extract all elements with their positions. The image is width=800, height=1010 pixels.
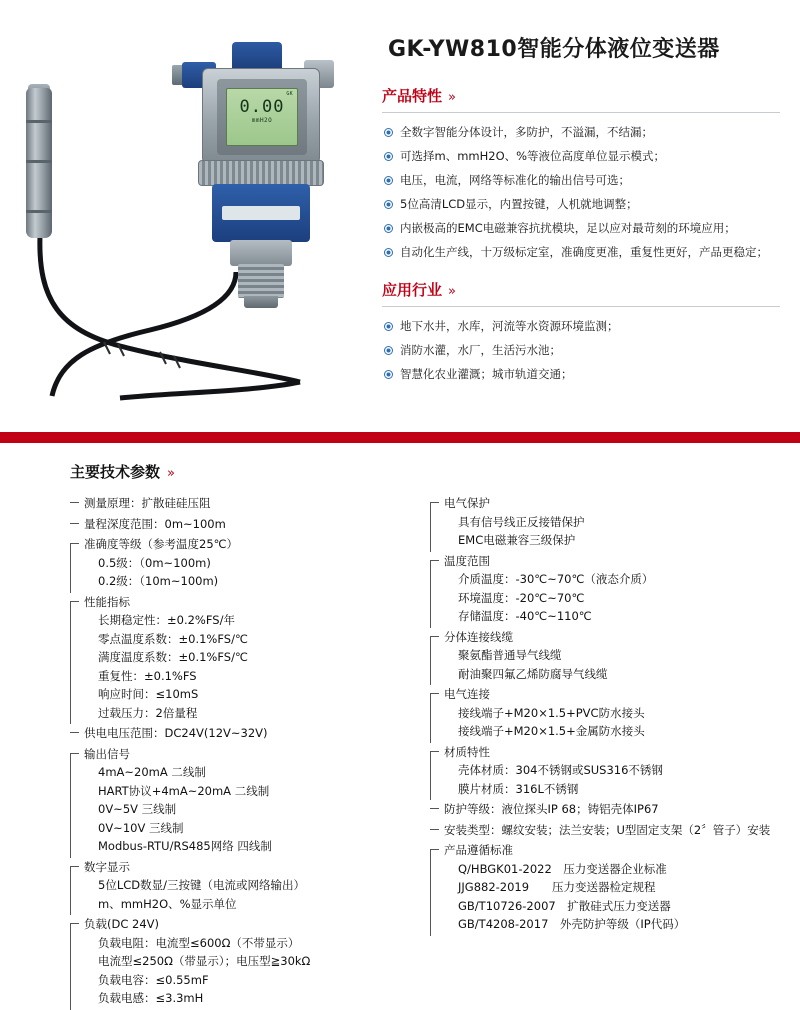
transmitter-assembly (178, 36, 348, 296)
spec-group (70, 494, 396, 513)
spec-title: 量程深度范围：0m~100m (84, 516, 226, 531)
feature-text: 电压，电流，网络等标准化的输出信号可选； (400, 173, 630, 187)
spec-item: 响应时间：≤10mS (98, 687, 199, 701)
spec-item: 负载电阻：电流型≤600Ω（不带显示） (98, 935, 300, 950)
spec-item: 零点温度系数：±0.1%FS/℃ (98, 631, 248, 646)
bullet-icon (384, 152, 393, 161)
industry-text: 消防水灌，水厂，生活污水池； (400, 343, 561, 357)
spec-item: 电流型≤250Ω（带显示）；电压型≧30kΩ (98, 954, 311, 968)
spec-title: 分体连接线缆 (444, 629, 513, 644)
spec-group (430, 552, 770, 626)
spec-title: 性能指标 (84, 594, 130, 609)
spec-title: 防护等级：液位探头IP 68；铸铝壳体IP67 (444, 802, 659, 816)
list-item (384, 245, 784, 259)
spec-item: 0V~10V 三线制 (98, 820, 184, 835)
spec-title: 安装类型：螺纹安装；法兰安装；U型固定支架（2〞管子）安装 (444, 822, 771, 837)
spec-item: 膜片材质：316L不锈钢 (458, 781, 579, 796)
threaded-connection (238, 264, 284, 298)
spec-heading-text: 主要技术参数 (70, 463, 161, 481)
spec-item: 0.2级：（10m~100m) (98, 574, 219, 588)
industries-heading-text: 应用行业 (382, 281, 443, 299)
transmitter-head (202, 68, 320, 164)
spec-item: 5位LCD数显/三按键（电流或网络输出） (98, 878, 305, 892)
list-item (384, 149, 784, 163)
spec-title: 负载(DC 24V) (84, 917, 160, 931)
spec-item: 聚氨酯普通导气线缆 (458, 648, 562, 662)
spec-group (430, 494, 770, 550)
bullet-icon (384, 224, 393, 233)
spec-group (70, 535, 396, 591)
industries-heading (382, 279, 780, 307)
level-probe (26, 88, 52, 238)
spec-group (70, 915, 396, 1008)
section-divider (0, 432, 800, 443)
list-item (384, 319, 784, 333)
spec-left-column (70, 494, 396, 1010)
spec-item: m、mmH2O、%显示单位 (98, 896, 237, 911)
feature-text: 可选择m、mmH2O、%等液位高度单位显示模式； (400, 149, 666, 163)
nameplate (222, 206, 300, 220)
head-window-frame (217, 79, 307, 155)
spec-title: 电气连接 (444, 687, 490, 701)
spec-right-column (430, 494, 770, 1010)
spec-group (430, 800, 770, 819)
spec-title: 温度范围 (444, 553, 490, 568)
list-item (384, 221, 784, 235)
transmitter-body (212, 184, 310, 242)
spec-item: 介质温度：-30℃~70℃（液态介质） (458, 572, 654, 586)
list-item (384, 197, 784, 211)
spec-item: EMC电磁兼容三级保护 (458, 533, 576, 547)
spec-item: Modbus-RTU/RS485网络 四线制 (98, 839, 272, 853)
spec-item: 满度温度系数：±0.1%FS/℃ (98, 650, 248, 664)
spec-title: 供电电压范围：DC24V(12V~32V) (84, 726, 268, 740)
spec-item: 具有信号线正反接错保护 (458, 514, 585, 529)
spec-title: 数字显示 (84, 859, 130, 874)
probe-band-1 (26, 120, 52, 123)
spec-item: Q/HBGK01-2022 压力变送器企业标准 (458, 861, 667, 876)
bullet-icon (384, 128, 393, 137)
feature-text: 内嵌极高的EMC电磁兼容抗扰模块，足以应对最苛刻的环境应用； (400, 221, 736, 235)
industry-text: 智慧化农业灌溉；城市轨道交通； (400, 367, 573, 381)
feature-text: 自动化生产线，十万级标定室，准确度更准，重复性更好，产品更稳定； (400, 245, 768, 259)
lcd-value: 0.00 (239, 97, 285, 117)
features-list (384, 125, 784, 259)
spec-item: HART协议+4mA~20mA 二线制 (98, 783, 270, 798)
spec-group (430, 841, 770, 934)
lcd-display (226, 88, 298, 146)
industries-list (384, 319, 784, 381)
spec-group (430, 685, 770, 741)
lcd-brand: GK (286, 91, 293, 97)
probe-band-2 (26, 160, 52, 163)
chevron-right-icon: » (448, 90, 456, 105)
features-heading-text: 产品特性 (382, 87, 443, 105)
spec-heading (70, 461, 800, 482)
bullet-icon (384, 370, 393, 379)
spec-group (430, 743, 770, 799)
bullet-icon (384, 322, 393, 331)
spec-item: 过载压力：2倍量程 (98, 705, 198, 720)
spec-item: 壳体材质：304不锈钢或SUS316不锈钢 (458, 763, 663, 777)
knurled-ring (198, 160, 324, 186)
feature-text: 5位高清LCD显示，内置按键，人机就地调整； (400, 197, 638, 211)
spec-item: 接线端子+M20×1.5+金属防水接头 (458, 724, 645, 738)
industry-text: 地下水井，水库，河流等水资源环境监测； (400, 319, 619, 333)
spec-section (0, 443, 800, 1005)
spec-item: 负载电容：≤0.55mF (98, 972, 209, 987)
spec-item: GB/T10726-2007 扩散硅式压力变送器 (458, 898, 671, 913)
probe-band-3 (26, 210, 52, 213)
spec-item: 存储温度：-40℃~110℃ (458, 609, 592, 623)
spec-item: JJG882-2019 压力变送器检定规程 (458, 880, 656, 894)
spec-item: 4mA~20mA 二线制 (98, 765, 206, 779)
spec-title: 输出信号 (84, 746, 130, 761)
spec-item: 长期稳定性：±0.2%FS/年 (98, 613, 235, 627)
spec-item: 负载电感：≤3.3mH (98, 991, 204, 1005)
spec-item: 接线端子+M20×1.5+PVC防水接头 (458, 705, 645, 720)
list-item (384, 343, 784, 357)
bullet-icon (384, 248, 393, 257)
spec-item: 环境温度：-20℃~70℃ (458, 590, 585, 605)
spec-item: 0.5级：（0m~100m) (98, 555, 211, 570)
thread-tip (244, 296, 278, 308)
lcd-unit: mmH2O (251, 117, 273, 124)
feature-text: 全数字智能分体设计，多防护，不溢漏，不结漏； (400, 125, 653, 139)
page-title: GK-YW810智能分体液位变送器 (388, 37, 720, 62)
features-heading (382, 85, 780, 113)
spec-group (70, 724, 396, 743)
list-item (384, 367, 784, 381)
product-photo (0, 0, 370, 432)
bullet-icon (384, 200, 393, 209)
spec-item: GB/T4208-2017 外壳防护等级（IP代码） (458, 917, 686, 931)
spec-title: 电气保护 (444, 496, 490, 510)
spec-group (430, 821, 770, 840)
spec-item: 0V~5V 三线制 (98, 802, 177, 816)
spec-group (70, 515, 396, 534)
top-section (0, 0, 800, 432)
spec-group (430, 628, 770, 684)
process-adapter (230, 240, 292, 266)
spec-columns (0, 494, 800, 1010)
spec-title: 材质特性 (444, 744, 490, 759)
spec-group (70, 858, 396, 914)
spec-group (70, 745, 396, 856)
top-right-column (370, 0, 800, 432)
spec-title: 准确度等级（参考温度25℃） (84, 537, 239, 551)
bullet-icon (384, 346, 393, 355)
spec-item: 重复性：±0.1%FS (98, 668, 197, 683)
bullet-icon (384, 176, 393, 185)
spec-title: 产品遵循标准 (444, 843, 513, 857)
chevron-right-icon: » (448, 284, 456, 299)
spec-item: 耐油聚四氟乙烯防腐导气线缆 (458, 666, 608, 681)
spec-group (70, 593, 396, 723)
chevron-right-icon: » (167, 466, 175, 481)
list-item (384, 173, 784, 187)
spec-title: 测量原理：扩散硅硅压阻 (84, 496, 211, 510)
list-item (384, 125, 784, 139)
